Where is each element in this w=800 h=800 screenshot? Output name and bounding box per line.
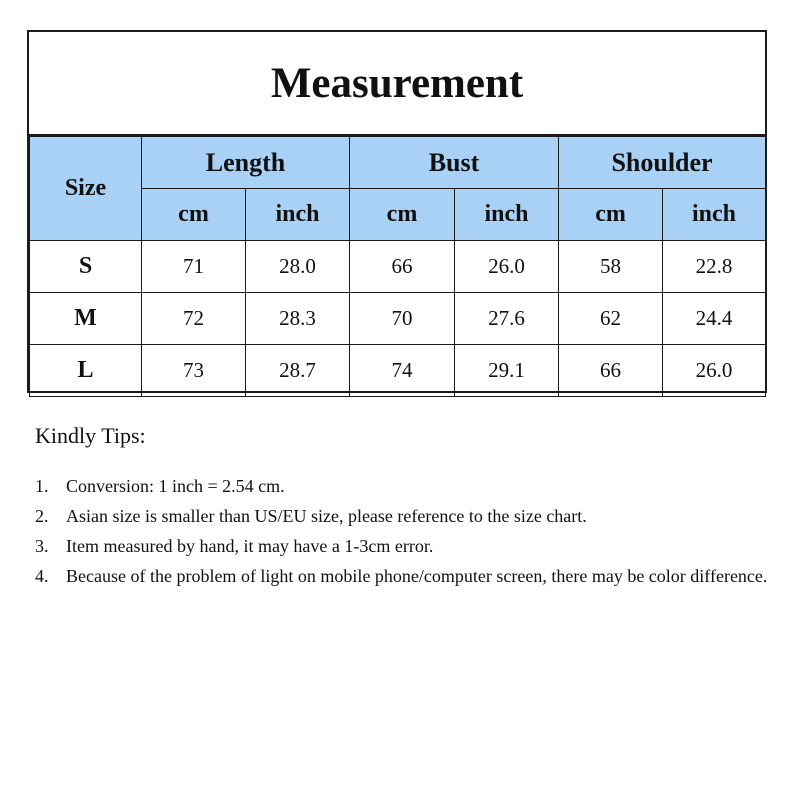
tips-list xyxy=(35,471,775,591)
list-item-text: Conversion: 1 inch = 2.54 cm. xyxy=(66,476,285,496)
list-item xyxy=(35,501,775,531)
list-item-text: Asian size is smaller than US/EU size, please reference to the size chart. xyxy=(66,506,587,526)
list-item-number: 4. xyxy=(35,566,49,586)
table-cell: 71 xyxy=(142,241,246,293)
list-item-text: Because of the problem of light on mobile phone/computer screen, there may be color difference. xyxy=(66,566,768,586)
list-item-text: Item measured by hand, it may have a 1-3cm error. xyxy=(66,536,434,556)
table-row xyxy=(30,241,766,293)
list-item-number: 2. xyxy=(35,506,49,526)
table-cell: 27.6 xyxy=(455,293,559,345)
unit-header-cm: cm xyxy=(559,189,663,241)
table-cell: 74 xyxy=(350,345,455,397)
table-row xyxy=(30,293,766,345)
table-cell: 72 xyxy=(142,293,246,345)
size-table xyxy=(29,136,766,397)
group-header-length: Length xyxy=(142,137,350,189)
tips-title: Kindly Tips: xyxy=(35,423,146,448)
table-cell: 28.3 xyxy=(246,293,350,345)
table-cell: 28.7 xyxy=(246,345,350,397)
table-cell: 28.0 xyxy=(246,241,350,293)
unit-header-inch: inch xyxy=(455,189,559,241)
table-row xyxy=(30,345,766,397)
list-item-number: 1. xyxy=(35,476,49,496)
list-item xyxy=(35,531,775,561)
table-cell: 22.8 xyxy=(663,241,766,293)
group-header-bust: Bust xyxy=(350,137,559,189)
unit-header-inch: inch xyxy=(663,189,766,241)
size-chart xyxy=(27,30,767,393)
size-cell: S xyxy=(30,241,142,293)
list-item xyxy=(35,561,775,591)
table-cell: 26.0 xyxy=(455,241,559,293)
table-cell: 66 xyxy=(350,241,455,293)
table-cell: 66 xyxy=(559,345,663,397)
table-cell: 24.4 xyxy=(663,293,766,345)
table-cell: 73 xyxy=(142,345,246,397)
table-cell: 58 xyxy=(559,241,663,293)
table-cell: 26.0 xyxy=(663,345,766,397)
table-cell: 29.1 xyxy=(455,345,559,397)
unit-header-cm: cm xyxy=(142,189,246,241)
size-cell: M xyxy=(30,293,142,345)
table-cell: 62 xyxy=(559,293,663,345)
header-row-groups xyxy=(30,137,766,189)
kindly-tips xyxy=(35,423,775,591)
chart-title: Measurement xyxy=(29,32,765,136)
size-cell: L xyxy=(30,345,142,397)
table-cell: 70 xyxy=(350,293,455,345)
list-item-number: 3. xyxy=(35,536,49,556)
list-item xyxy=(35,471,775,501)
size-column-header: Size xyxy=(30,137,142,241)
unit-header-inch: inch xyxy=(246,189,350,241)
unit-header-cm: cm xyxy=(350,189,455,241)
group-header-shoulder: Shoulder xyxy=(559,137,766,189)
